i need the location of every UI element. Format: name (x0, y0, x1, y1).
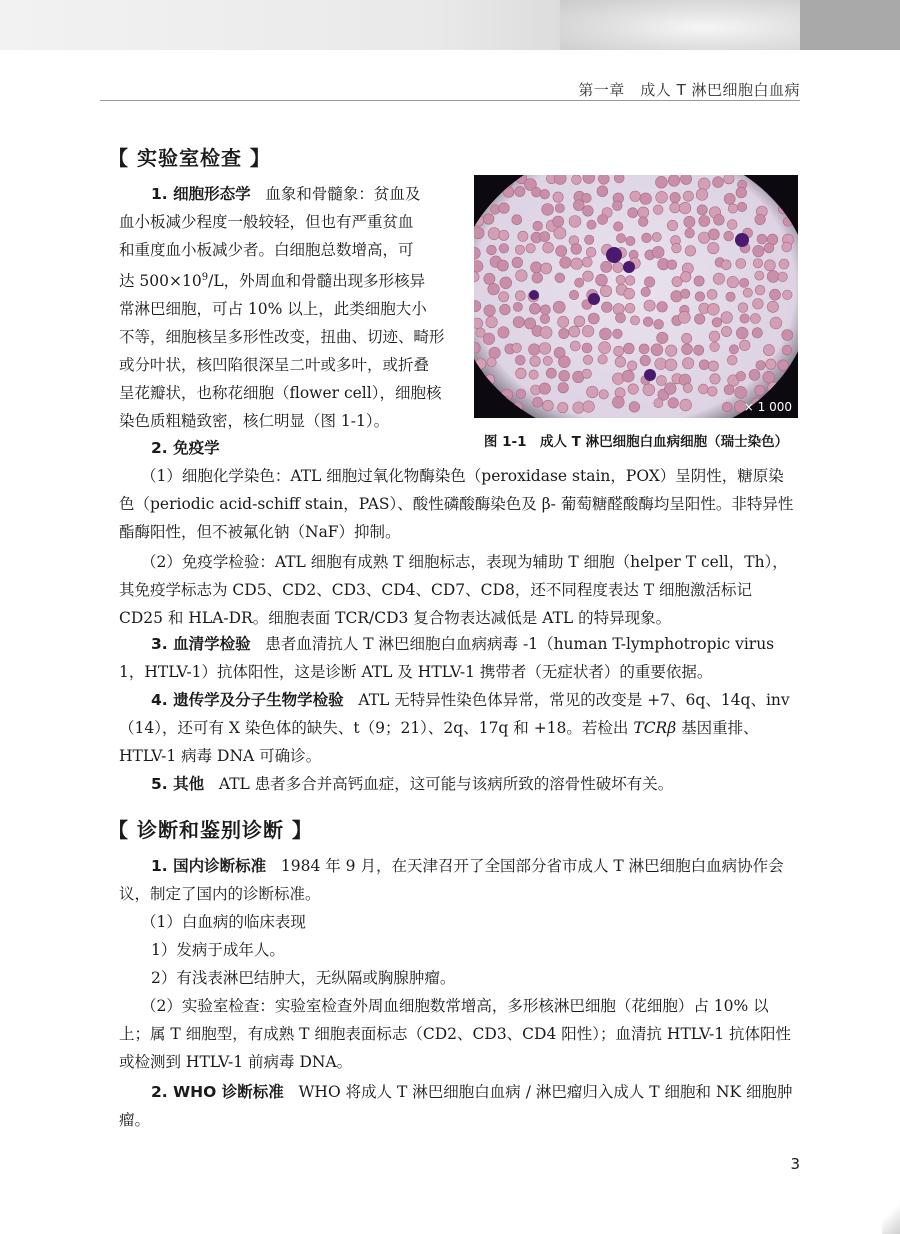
lymphocyte-nucleus (606, 247, 622, 263)
red-blood-cell (570, 341, 580, 351)
morphology-paragraph: 1. 细胞形态学 血象和骨髓象：贫血及 血小板减少程度一般较轻，但也有严重贫血 和重度血小板减少者。白细胞总数增高，可 达 $500\times 10^9/L$，外周血和骨髓出现多形核异 常淋巴细胞，可占 10% 以上，此类细胞大小 不等，细胞核呈多形性改变，扭曲、切迹、畸形 或分叶状，核凹陷很深呈二叶或多叶，或折叠 呈花瓣状，也称花细胞（flower cell），细胞核 染色质粗糙致密，核仁明显（图 1-1）。 (119, 185, 445, 431)
red-blood-cell (763, 371, 775, 383)
red-blood-cell (713, 273, 724, 284)
red-blood-cell (665, 359, 677, 371)
red-blood-cell (512, 215, 522, 225)
red-blood-cell (587, 220, 596, 229)
red-blood-cell (721, 260, 731, 270)
red-blood-cell (764, 260, 775, 271)
red-blood-cell (694, 276, 704, 286)
red-blood-cell (680, 399, 692, 411)
red-blood-cell (513, 302, 522, 311)
red-blood-cell (627, 361, 637, 371)
red-blood-cell (710, 374, 720, 384)
red-blood-cell (724, 231, 734, 241)
red-blood-cell (499, 244, 509, 254)
red-blood-cell (709, 331, 720, 342)
red-blood-cell (708, 361, 718, 371)
clinical-subheading: （1）白血病的临床表现 (141, 913, 306, 931)
red-blood-cell (708, 229, 719, 240)
red-blood-cell (738, 303, 748, 313)
red-blood-cell (539, 343, 551, 355)
red-blood-cell (749, 369, 760, 380)
red-blood-cell (667, 220, 677, 230)
red-blood-cell (613, 262, 623, 272)
red-blood-cell (713, 177, 724, 188)
exponent: 9 (201, 272, 209, 283)
red-blood-cell (540, 327, 552, 339)
red-blood-cell (558, 316, 569, 327)
red-blood-cell (558, 356, 570, 368)
red-blood-cell (681, 289, 690, 298)
red-blood-cell (569, 290, 578, 299)
red-blood-cell (622, 370, 634, 382)
red-blood-cell (543, 400, 554, 411)
immunology-label: 2. 免疫学 (151, 439, 220, 457)
red-blood-cell (554, 227, 566, 239)
red-blood-cell (722, 402, 732, 412)
red-blood-cell (542, 204, 554, 216)
red-blood-cell (755, 214, 765, 224)
red-blood-cell (484, 305, 495, 316)
red-blood-cell (699, 216, 710, 227)
red-blood-cell (755, 271, 764, 280)
red-blood-cell (513, 317, 524, 328)
red-blood-cell (498, 327, 509, 338)
red-blood-cell (755, 285, 765, 295)
red-blood-cell (670, 192, 680, 202)
red-blood-cell (487, 358, 496, 367)
red-blood-cell (652, 232, 661, 241)
red-blood-cell (526, 244, 535, 253)
red-blood-cell (779, 259, 789, 269)
red-blood-cell (767, 271, 779, 283)
red-blood-cell (598, 215, 608, 225)
red-blood-cell (655, 358, 667, 370)
red-blood-cell (727, 220, 737, 230)
red-blood-cell (656, 176, 668, 188)
immunology-paragraph-2: （2）免疫学检验：ATL 细胞有成熟 T 细胞标志，表现为辅助 T 细胞（helper T cell，Th），其免疫学标志为 CD5、CD2、CD3、CD4、CD7、CD8，还不同程度表达 T 细胞激活标记 CD25 和 HLA-DR。细胞表面 TCR/CD3 复合物表达减低是 ATL 的特异现象。 (119, 553, 788, 627)
immunology-heading (119, 434, 464, 462)
red-blood-cell (488, 283, 500, 295)
other-label: 5. 其他 (151, 775, 205, 793)
red-blood-cell (571, 258, 583, 270)
red-blood-cell (489, 347, 500, 358)
red-blood-cell (529, 344, 540, 355)
red-blood-cell (572, 175, 582, 184)
red-blood-cell (484, 273, 495, 284)
red-blood-cell (766, 359, 776, 369)
red-blood-cell (624, 343, 635, 354)
morphology-label: 1. 细胞形态学 (151, 185, 251, 203)
red-blood-cell (571, 244, 582, 255)
red-blood-cell (750, 314, 760, 324)
red-blood-cell (710, 342, 720, 352)
red-blood-cell (474, 261, 483, 273)
red-blood-cell (757, 234, 767, 244)
red-blood-cell (540, 232, 550, 242)
red-blood-cell (582, 193, 591, 202)
blood-smear-micrograph (474, 175, 798, 418)
red-blood-cell (529, 303, 540, 314)
red-blood-cell (654, 319, 664, 329)
red-blood-cell (721, 326, 731, 336)
red-blood-cell (656, 191, 668, 203)
red-blood-cell (670, 203, 680, 213)
red-blood-cell (712, 318, 722, 328)
red-blood-cell (539, 383, 550, 394)
lymphocyte-nucleus (735, 233, 749, 247)
red-blood-cell (696, 189, 708, 201)
red-blood-cell (641, 287, 650, 296)
domestic-criteria-label: 1. 国内诊断标准 (151, 857, 267, 875)
red-blood-cell (756, 361, 765, 370)
red-blood-cell (540, 189, 550, 199)
serology-paragraph: 3. 血清学检验 患者血清抗人 T 淋巴细胞白血病病毒 -1（human T-lymphotropic virus 1，HTLV-1）抗体阳性，这是诊断 ATL 及 HTLV-1 携带者（无症状者）的重要依据。 (119, 635, 775, 681)
red-blood-cell (599, 390, 608, 399)
red-blood-cell (783, 290, 793, 300)
red-blood-cell (512, 343, 522, 353)
red-blood-cell (668, 175, 680, 186)
red-blood-cell (554, 175, 566, 184)
red-blood-cell (488, 228, 500, 240)
red-blood-cell (555, 204, 564, 213)
red-blood-cell (665, 383, 677, 395)
red-blood-cell (612, 201, 622, 211)
red-blood-cell (555, 273, 565, 283)
red-blood-cell (752, 328, 762, 338)
red-blood-cell (558, 402, 568, 412)
red-blood-cell (553, 192, 563, 202)
red-blood-cell (541, 263, 552, 274)
red-blood-cell (724, 385, 734, 395)
red-blood-cell (588, 313, 599, 324)
red-blood-cell (500, 304, 511, 315)
red-blood-cell (628, 384, 638, 394)
red-blood-cell (640, 355, 650, 365)
red-blood-cell (499, 203, 510, 214)
red-blood-cell (770, 289, 781, 300)
red-blood-cell (651, 344, 663, 356)
red-blood-cell (586, 247, 596, 257)
red-blood-cell (573, 402, 584, 413)
red-blood-cell (755, 385, 765, 395)
red-blood-cell (639, 344, 649, 354)
red-blood-cell (532, 187, 542, 197)
red-blood-cell (644, 300, 655, 311)
red-blood-cell (708, 387, 718, 397)
red-blood-cell (654, 399, 663, 408)
section-title-diagnosis: 【 诊断和鉴别诊断 】 (108, 818, 313, 842)
red-blood-cell (585, 235, 594, 244)
immunology-paragraph-1: （1）细胞化学染色：ATL 细胞过氧化物酶染色（peroxidase stain，POX）呈阴性，糖原染色（periodic acid-schiff stain，PAS）、酸性磷酸酶染色及 β- 葡萄糖醛酸酶均呈阳性。非特异性酯酶阳性，但不被氟化钠（NaF）抑制。 (119, 467, 794, 541)
red-blood-cell (739, 340, 750, 351)
red-blood-cell (652, 246, 664, 258)
red-blood-cell (515, 291, 525, 301)
red-blood-cell (559, 328, 569, 338)
figure-caption: 图 1-1 成人 T 淋巴细胞白血病细胞（瑞士染色） (483, 434, 789, 450)
red-blood-cell (743, 288, 752, 297)
red-blood-cell (644, 277, 654, 287)
red-blood-cell (685, 228, 695, 238)
red-blood-cell (582, 257, 592, 267)
red-blood-cell (625, 303, 635, 313)
red-blood-cell (698, 178, 710, 190)
red-blood-cell (499, 292, 509, 302)
page-curl-edge (882, 1180, 900, 1234)
red-blood-cell (770, 317, 782, 329)
red-blood-cell (653, 205, 663, 215)
who-criteria-label: 2. WHO 诊断标准 (151, 1083, 284, 1101)
red-blood-cell (573, 200, 584, 211)
who-criteria-paragraph: 2. WHO 诊断标准 WHO 将成人 T 淋巴细胞白血病 / 淋巴瘤归入成人 T 细胞和 NK 细胞肿瘤。 (119, 1083, 793, 1129)
lab-criteria-paragraph: （2）实验室检查：实验室检查外周血细胞数常增高，多形核淋巴细胞（花细胞）占 10% 以上；属 T 细胞型，有成熟 T 细胞表面标志（CD2、CD3、CD4 阳性）；血清抗 HTLV-1 抗体阳性或检测到 HTLV-1 前病毒 DNA。 (119, 997, 792, 1071)
red-blood-cell (753, 245, 764, 256)
red-blood-cell (582, 343, 592, 353)
red-blood-cell (684, 216, 695, 227)
red-blood-cell (602, 302, 613, 313)
red-blood-cell (518, 231, 528, 241)
red-blood-cell (583, 271, 594, 282)
red-blood-cell (540, 314, 550, 324)
red-blood-cell (600, 285, 611, 296)
clinical-item-2: 2）有浅表淋巴结肿大，无纵隔或胸腺肿瘤。 (151, 969, 456, 987)
red-blood-cell (668, 398, 678, 408)
red-blood-cell (642, 233, 652, 243)
red-blood-cell (499, 230, 509, 240)
red-blood-cell (736, 259, 746, 269)
red-blood-cell (764, 243, 774, 253)
magnification-label: × 1 000 (743, 400, 792, 414)
red-blood-cell (587, 386, 599, 398)
genetics-paragraph: 4. 遗传学及分子生物学检验 ATL 无特异性染色体异常，常见的改变是 +7、6q、14q、inv（14），还可有 X 染色体的缺失、t（9；21）、2q、17q 和 +18。若检出 TCRβ 基因重排、HTLV-1 病毒 DNA 可确诊。 (119, 691, 790, 765)
red-blood-cell (727, 355, 737, 365)
red-blood-cell (782, 330, 793, 341)
red-blood-cell (516, 270, 528, 282)
red-blood-cell (515, 245, 524, 254)
red-blood-cell (724, 193, 735, 204)
red-blood-cell (736, 187, 747, 198)
red-blood-cell (678, 311, 690, 323)
red-blood-cell (630, 316, 639, 325)
red-blood-cell (740, 314, 749, 323)
red-blood-cell (638, 217, 648, 227)
red-blood-cell (614, 346, 624, 356)
genetics-label: 4. 遗传学及分子生物学检验 (151, 691, 344, 709)
red-blood-cell (491, 205, 500, 214)
red-blood-cell (616, 234, 625, 243)
red-blood-cell (666, 345, 677, 356)
red-blood-cell (553, 216, 564, 227)
red-blood-cell (582, 325, 594, 337)
other-paragraph: 5. 其他 ATL 患者多合并高钙血症，这可能与该病所致的溶骨性破坏有关。 (151, 775, 674, 793)
red-blood-cell (529, 370, 538, 379)
red-blood-cell (767, 301, 778, 312)
red-blood-cell (737, 202, 746, 211)
red-blood-cell (596, 274, 608, 286)
red-blood-cell (672, 243, 682, 253)
gene-name: TCRβ (633, 719, 677, 737)
red-blood-cell (714, 215, 725, 226)
domestic-criteria-paragraph: 1. 国内诊断标准 1984 年 9 月，在天津召开了全国部分省市成人 T 淋巴细胞白血病协作会议，制定了国内的诊断标准。 (119, 857, 784, 903)
red-blood-cell (682, 333, 692, 343)
red-blood-cell (540, 305, 550, 315)
red-blood-cell (782, 345, 792, 355)
red-blood-cell (616, 313, 626, 323)
lymphocyte-nucleus (529, 290, 539, 300)
red-blood-cell (474, 318, 483, 329)
red-blood-cell (685, 246, 696, 257)
header-swoosh-decoration (560, 0, 800, 50)
red-blood-cell (516, 368, 527, 379)
red-blood-cell (559, 370, 570, 381)
red-blood-cell (575, 278, 584, 287)
red-blood-cell (558, 383, 568, 393)
red-blood-cell (569, 326, 580, 337)
red-blood-cell (615, 357, 626, 368)
red-blood-cell (753, 299, 764, 310)
red-blood-cell (483, 214, 494, 225)
red-blood-cell (683, 383, 692, 392)
red-blood-cell (583, 401, 595, 413)
red-blood-cell (532, 273, 543, 284)
red-blood-cell (574, 316, 585, 327)
red-blood-cell (582, 369, 591, 378)
red-blood-cell (486, 316, 497, 327)
red-blood-cell (597, 186, 608, 197)
red-blood-cell (497, 260, 508, 271)
red-blood-cell (625, 276, 635, 286)
header-rule (100, 100, 800, 101)
red-blood-cell (569, 216, 581, 228)
red-blood-cell (681, 175, 692, 185)
lymphocyte-nucleus (644, 369, 656, 381)
lymphocyte-nucleus (623, 261, 635, 273)
red-blood-cell (698, 384, 708, 394)
page-number: 3 (790, 1155, 800, 1173)
red-blood-cell (583, 355, 592, 364)
red-blood-cell (727, 276, 738, 287)
red-blood-cell (614, 222, 623, 231)
red-blood-cell (778, 272, 788, 282)
red-blood-cell (560, 257, 571, 268)
red-blood-cell (782, 242, 792, 252)
red-blood-cell (736, 327, 748, 339)
red-blood-cell (699, 360, 709, 370)
red-blood-cell (667, 260, 677, 270)
red-blood-cell (697, 205, 707, 215)
red-blood-cell (515, 186, 525, 196)
red-blood-cell (533, 397, 543, 407)
red-blood-cell (643, 384, 655, 396)
red-blood-cell (530, 356, 540, 366)
red-blood-cell (600, 328, 612, 340)
red-blood-cell (643, 317, 653, 327)
red-blood-cell (682, 358, 693, 369)
red-blood-cell (516, 389, 525, 398)
red-blood-cell (679, 202, 691, 214)
red-blood-cell (630, 191, 641, 202)
red-blood-cell (708, 242, 719, 253)
red-blood-cell (724, 175, 734, 184)
red-blood-cell (543, 242, 554, 253)
red-blood-cell (695, 314, 705, 324)
red-blood-cell (599, 342, 611, 354)
red-blood-cell (616, 275, 625, 284)
red-blood-cell (533, 221, 543, 231)
red-blood-cell (763, 345, 774, 356)
red-blood-cell (708, 303, 720, 315)
red-blood-cell (487, 245, 497, 255)
red-blood-cell (735, 386, 747, 398)
red-blood-cell (728, 204, 737, 213)
red-blood-cell (546, 368, 556, 378)
red-blood-cell (683, 191, 693, 201)
red-blood-cell (721, 312, 733, 324)
red-blood-cell (583, 206, 594, 217)
micrograph-image (474, 175, 798, 418)
red-blood-cell (626, 236, 635, 245)
red-blood-cell (656, 376, 666, 386)
header-dark-block (800, 0, 900, 50)
lymphocyte-nucleus (588, 293, 600, 305)
red-blood-cell (695, 292, 705, 302)
red-blood-cell (657, 302, 668, 313)
red-blood-cell (753, 259, 762, 268)
clinical-item-1: 1）发病于成年人。 (151, 941, 285, 959)
header-band (0, 0, 900, 50)
red-blood-cell (614, 175, 624, 183)
red-blood-cell (601, 261, 612, 272)
red-blood-cell (638, 207, 649, 218)
red-blood-cell (613, 329, 623, 339)
red-blood-cell (628, 208, 638, 218)
section-title-lab: 【 实验室检查 】 (108, 146, 271, 170)
red-blood-cell (778, 360, 789, 371)
red-blood-cell (474, 227, 484, 238)
red-blood-cell (729, 345, 738, 354)
red-blood-cell (707, 289, 717, 299)
red-blood-cell (553, 301, 565, 313)
red-blood-cell (640, 193, 652, 205)
red-blood-cell (483, 333, 495, 345)
red-blood-cell (543, 356, 552, 365)
red-blood-cell (682, 344, 693, 355)
red-blood-cell (681, 272, 691, 282)
red-blood-cell (726, 292, 735, 301)
red-blood-cell (598, 175, 609, 184)
red-blood-cell (598, 355, 607, 364)
red-blood-cell (629, 402, 640, 413)
red-blood-cell (512, 257, 523, 268)
red-blood-cell (500, 277, 512, 289)
running-head: 第一章 成人 T 淋巴细胞白血病 (578, 81, 800, 99)
red-blood-cell (736, 371, 746, 381)
red-blood-cell (624, 288, 635, 299)
red-blood-cell (556, 246, 567, 257)
red-blood-cell (612, 396, 624, 408)
red-blood-cell (515, 355, 525, 365)
red-blood-cell (740, 278, 749, 287)
red-blood-cell (657, 332, 668, 343)
red-blood-cell (531, 262, 542, 273)
red-blood-cell (694, 345, 704, 355)
serology-label: 3. 血清学检验 (151, 635, 251, 653)
